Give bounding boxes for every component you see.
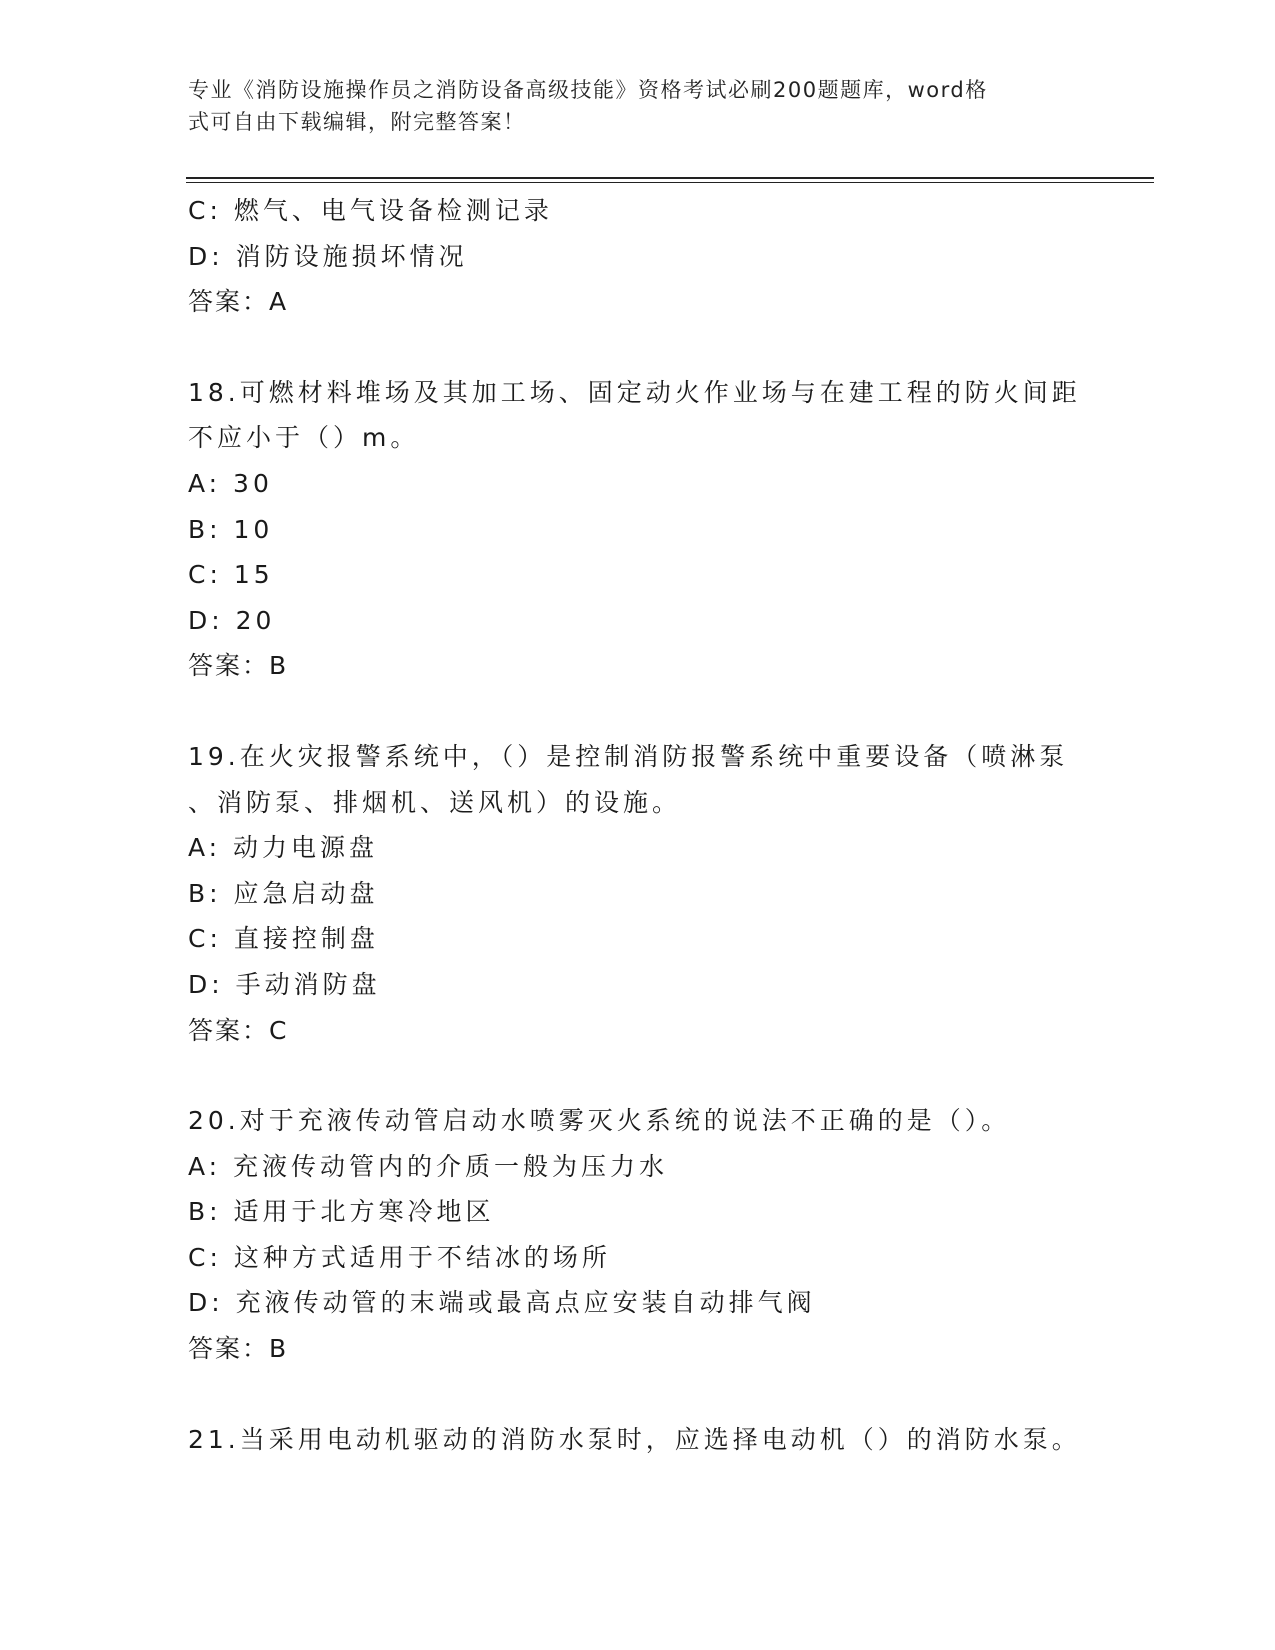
stem-line: 、消防泵、排烟机、送风机）的设施。 (188, 787, 682, 817)
page-header (188, 74, 1088, 138)
spacer (188, 689, 1108, 734)
option-a: A: 30 (188, 468, 273, 498)
header-divider-thick (186, 177, 1154, 179)
option-b: B: 适用于北方寒冷地区 (188, 1197, 495, 1227)
answer-label: 答案：A (188, 287, 289, 317)
question-content (188, 188, 1108, 1462)
answer-label: 答案：B (188, 651, 289, 681)
option-d: D: 手动消防盘 (188, 969, 381, 999)
question-19 (188, 734, 1108, 1053)
option-b: B: 应急启动盘 (188, 878, 379, 908)
answer-label: 答案：B (188, 1334, 289, 1364)
option-c: C: 燃气、电气设备检测记录 (188, 196, 553, 225)
option-a: A: 动力电源盘 (188, 833, 379, 863)
option-c: C: 直接控制盘 (188, 924, 379, 954)
option-c: C: 这种方式适用于不结冰的场所 (188, 1242, 611, 1272)
option-c: C: 15 (188, 560, 274, 590)
question-stem (188, 1417, 1088, 1463)
header-line-1: 专业《消防设施操作员之消防设备高级技能》资格考试必刷200题题库，word格 (188, 78, 988, 102)
option-b: B: 10 (188, 514, 274, 544)
header-line-2: 式可自由下载编辑，附完整答案！ (188, 110, 526, 134)
stem-line: 不应小于（）m。 (188, 423, 420, 453)
spacer (188, 1372, 1108, 1417)
header-divider-thin (186, 182, 1154, 183)
stem-line: 19.在火灾报警系统中，（）是控制消防报警系统中重要设备（喷淋泵 (188, 741, 1069, 771)
stem-line: 21.当采用电动机驱动的消防水泵时，应选择电动机（）的消防水泵。 (188, 1424, 1081, 1454)
stem-line: 18.可燃材料堆场及其加工场、固定动火作业场与在建工程的防火间距 (188, 377, 1081, 407)
option-a: A: 充液传动管内的介质一般为压力水 (188, 1151, 669, 1181)
spacer (188, 325, 1108, 370)
question-20 (188, 1098, 1108, 1372)
question-18 (188, 370, 1108, 689)
carryover-block (188, 188, 1108, 325)
question-stem (188, 370, 1088, 461)
answer-label: 答案：C (188, 1015, 289, 1045)
option-d: D: 消防设施损坏情况 (188, 241, 468, 271)
spacer (188, 1053, 1108, 1098)
option-d: D: 充液传动管的末端或最高点应安装自动排气阀 (188, 1288, 816, 1318)
question-stem (188, 1098, 1088, 1144)
option-d: D: 20 (188, 605, 276, 635)
stem-line: 20.对于充液传动管启动水喷雾灭火系统的说法不正确的是（）。 (188, 1106, 1011, 1136)
question-stem (188, 734, 1088, 825)
question-21 (188, 1417, 1108, 1463)
